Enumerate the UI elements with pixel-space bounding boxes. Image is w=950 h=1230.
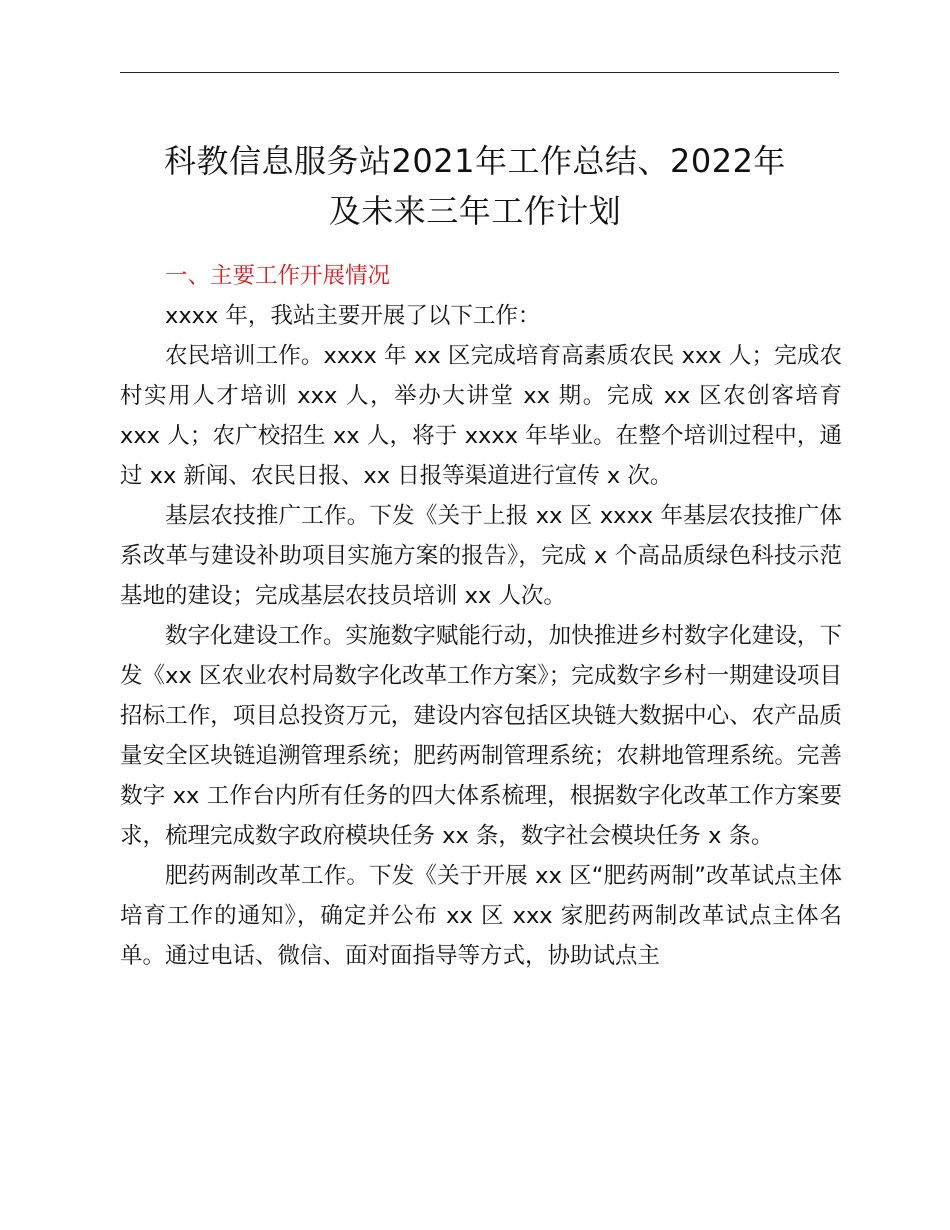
document-title [90,136,860,236]
paragraph-digitalization: 数字化建设工作。实施数字赋能行动，加快推进乡村数字化建设，下发《xx 区农业农村局数字化改革工作方案》；完成数字乡村一期建设项目招标工作，项目总投资万元，建设内容包括区块链大数据中心、农产品质量安全区块链追溯管理系统；肥药两制管理系统；农耕地管理系统。完善数字 xx 工作台内所有任务的四大体系梳理，根据数字化改革工作方案要求，梳理完成数字政府模块任务 xx 条，数字社会模块任务 x 条。 [120,623,842,849]
header-rule [120,72,839,73]
paragraph-farmer-training: 农民培训工作。xxxx 年 xx 区完成培育高素质农民 xxx 人；完成农村实用人才培训 xxx 人，举办大讲堂 xx 期。完成 xx 区农创客培育 xxx 人；农广校招生 xx 人，将于 xxxx 年毕业。在整个培训过程中，通过 xx 新闻、农民日报、xx 日报等渠道进行宣传 x 次。 [120,343,842,489]
paragraph-agri-tech-promotion: 基层农技推广工作。下发《关于上报 xx 区 xxxx 年基层农技推广体系改革与建设补助项目实施方案的报告》，完成 x 个高品质绿色科技示范基地的建设；完成基层农技员培训 xx 人次。 [120,503,842,609]
section-heading: 一、主要工作开展情况 [165,263,391,289]
title-line-1: 科教信息服务站2021年工作总结、2022年 [164,142,786,180]
document-body [120,256,842,976]
paragraph-fertilizer-pesticide-reform: 肥药两制改革工作。下发《关于开展 xx 区“肥药两制”改革试点主体培育工作的通知》，确定并公布 xx 区 xxx 家肥药两制改革试点主体名单。通过电话、微信、面对面指导等方式，协助试点主 [120,863,842,969]
paragraph-intro: xxxx 年，我站主要开展了以下工作： [165,303,541,329]
title-line-2: 及未来三年工作计划 [328,192,622,230]
